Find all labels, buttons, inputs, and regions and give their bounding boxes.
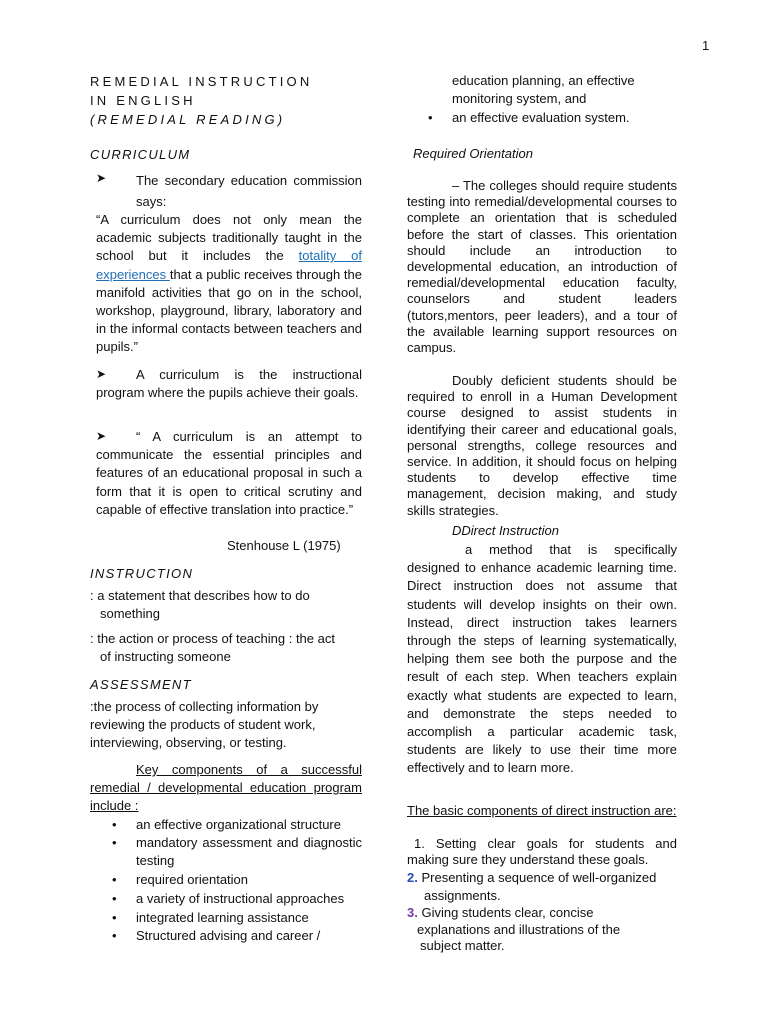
basic-component-3: 3. Giving students clear, concise: [407, 905, 594, 920]
list-number: 2.: [407, 870, 418, 885]
curriculum-quote-text-2: that a public receives through the manifold activities that go on in the school, workshop, playground, library, laboratory and in the informal contacts between teachers and pupils.”: [96, 266, 362, 355]
list-item-continued: education planning, an effective monitoring system, and: [452, 73, 635, 107]
basic-component-1: 1. Setting clear goals for students and making sure they understand these goals.: [407, 836, 677, 868]
doc-title-line-3: (REMEDIAL READING): [90, 112, 286, 127]
instruction-definition-2: : the action or process of teaching : the act: [90, 631, 335, 646]
basic-component-3-cont-2: subject matter.: [420, 938, 505, 953]
list-item: • an effective organizational structure: [112, 817, 341, 832]
curriculum-quote: [96, 211, 362, 357]
assessment-heading: ASSESSMENT: [90, 677, 192, 692]
basic-component-3-cont: explanations and illustrations of the: [417, 922, 621, 937]
direct-instruction-heading: DDirect Instruction: [452, 523, 559, 538]
page-number: 1: [702, 38, 710, 53]
curriculum-heading: CURRICULUM: [90, 147, 191, 162]
key-components-intro: Key components of a successful remedial / developmental education program include :: [90, 762, 362, 814]
orientation-paragraph-2: Doubly deficient students should be required to enroll in a Human Development course designed to assist students in identifying their career and educational goals, personal strengths, college resources and service. In addition, it should focus on helping students to develop effective time management, decision making, and study skills strategies.: [407, 373, 677, 518]
totality-of-experiences-link[interactable]: totality of experiences: [96, 248, 362, 282]
list-number: 3.: [407, 905, 418, 920]
curriculum-item-2: A curriculum is the instructional program where the pupils achieve their goals.: [96, 367, 362, 401]
list-item: • an effective evaluation system.: [428, 110, 630, 125]
list-item: • Structured advising and career /: [112, 928, 321, 943]
instruction-definition-2-cont: of instructing someone: [100, 649, 231, 664]
assessment-definition: :the process of collecting information by reviewing the products of student work, interviewing, observing, or testing.: [90, 699, 319, 751]
doc-title-line-1: REMEDIAL INSTRUCTION: [90, 74, 313, 89]
list-item: • a variety of instructional approaches: [112, 891, 345, 906]
required-orientation-heading: Required Orientation: [413, 146, 533, 161]
curriculum-quote-text-1: “A curriculum does not only mean the academic subjects traditionally taught in the school but it includes the: [96, 212, 362, 264]
doc-title-line-2: IN ENGLISH: [90, 93, 196, 108]
instruction-heading: INSTRUCTION: [90, 566, 194, 581]
arrow-bullet-icon: ➤: [96, 171, 107, 185]
instruction-definition-1: : a statement that describes how to do: [90, 588, 310, 603]
basic-component-2-cont: assignments.: [424, 888, 501, 903]
arrow-bullet-icon: ➤: [96, 429, 107, 443]
basic-component-2: 2. Presenting a sequence of well-organized: [407, 870, 657, 885]
list-item: • integrated learning assistance: [112, 910, 309, 925]
instruction-definition-1-cont: something: [100, 606, 160, 621]
basic-components-heading: The basic components of direct instruction are:: [407, 803, 677, 818]
list-item: • mandatory assessment and diagnostic testing: [112, 835, 362, 869]
citation: Stenhouse L (1975): [227, 538, 341, 553]
orientation-paragraph-1: – The colleges should require students testing into remedial/developmental courses to complete an orientation that is scheduled before the start of classes. This orientation should include an introduction to developmental education, an introduction of remedial/developmental education faculty, counselors and student leaders (tutors,mentors, peer leaders), and a tour of the available learning support resources on campus.: [407, 178, 677, 356]
arrow-bullet-icon: ➤: [96, 367, 107, 381]
direct-instruction-paragraph: a method that is specifically designed to enhance academic learning time. Direct instruction does not assume that students will develop insights on their own. Instead, direct instruction takes learners through the steps of learning systematically, helping them see both the purpose and the result of each step. When teachers explain exactly what students are expected to learn, and demonstrate the steps needed to accomplish a particular academic task, students are likely to use their time more effectively and to learn more.: [407, 542, 677, 776]
curriculum-item-1-lead: The secondary education commission says:: [136, 173, 362, 209]
curriculum-item-3: “ A curriculum is an attempt to communicate the essential principles and features of an educational proposal in such a form that it is open to critical scrutiny and capable of effective translation into practice.”: [96, 429, 362, 517]
list-item: • required orientation: [112, 872, 249, 887]
